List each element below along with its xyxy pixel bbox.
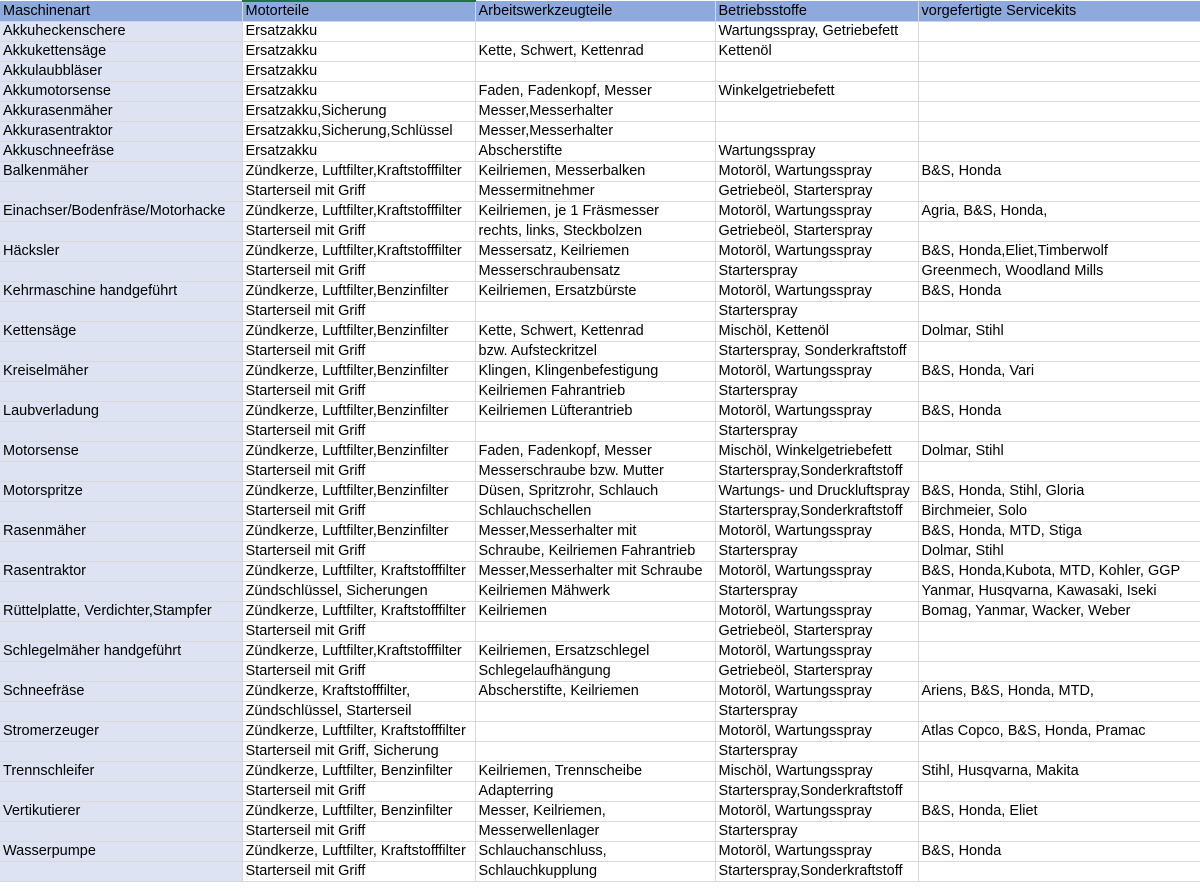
- header-cell-maschinenart[interactable]: Maschinenart: [0, 1, 242, 22]
- header-cell-servicekits[interactable]: vorgefertigte Servicekits: [918, 1, 1200, 22]
- cell-motorteile[interactable]: Zündkerze, Luftfilter,Benzinfilter: [242, 282, 475, 302]
- cell-maschinenart[interactable]: Akkulaubbläser: [0, 62, 242, 82]
- cell-arbeitswerkzeugteile[interactable]: Schraube, Keilriemen Fahrantrieb: [475, 542, 715, 562]
- cell-arbeitswerkzeugteile[interactable]: rechts, links, Steckbolzen: [475, 222, 715, 242]
- table-row: [0, 282, 1200, 302]
- table-row: [0, 342, 1200, 362]
- cell-servicekits[interactable]: Birchmeier, Solo: [918, 502, 1200, 522]
- cell-servicekits[interactable]: [918, 142, 1200, 162]
- cell-maschinenart[interactable]: Akkurasentraktor: [0, 122, 242, 142]
- cell-maschinenart[interactable]: Akkuheckenschere: [0, 22, 242, 42]
- table-row: [0, 222, 1200, 242]
- cell-arbeitswerkzeugteile[interactable]: [475, 722, 715, 742]
- cell-arbeitswerkzeugteile[interactable]: Kette, Schwert, Kettenrad: [475, 42, 715, 62]
- cell-maschinenart[interactable]: [0, 182, 242, 202]
- cell-motorteile[interactable]: Ersatzakku: [242, 42, 475, 62]
- cell-maschinenart[interactable]: [0, 382, 242, 402]
- cell-servicekits[interactable]: [918, 662, 1200, 682]
- cell-arbeitswerkzeugteile[interactable]: Keilriemen: [475, 602, 715, 622]
- cell-servicekits[interactable]: [918, 302, 1200, 322]
- cell-motorteile[interactable]: Zündkerze, Kraftstofffilter,: [242, 682, 475, 702]
- cell-maschinenart[interactable]: [0, 222, 242, 242]
- header-cell-motorteile[interactable]: Motorteile: [242, 1, 475, 22]
- cell-maschinenart[interactable]: Stromerzeuger: [0, 722, 242, 742]
- cell-arbeitswerkzeugteile[interactable]: Messersatz, Keilriemen: [475, 242, 715, 262]
- cell-arbeitswerkzeugteile[interactable]: [475, 302, 715, 322]
- cell-betriebsstoffe[interactable]: Starterspray: [715, 302, 918, 322]
- cell-betriebsstoffe[interactable]: Starterspray: [715, 702, 918, 722]
- cell-motorteile[interactable]: Zündkerze, Luftfilter,Kraftstofffilter: [242, 642, 475, 662]
- cell-arbeitswerkzeugteile[interactable]: Keilriemen Mähwerk: [475, 582, 715, 602]
- cell-betriebsstoffe[interactable]: Motoröl, Wartungsspray: [715, 722, 918, 742]
- header-row: [0, 1, 1200, 22]
- table-row: [0, 782, 1200, 802]
- cell-arbeitswerkzeugteile[interactable]: Abscherstifte: [475, 142, 715, 162]
- cell-betriebsstoffe[interactable]: Starterspray: [715, 382, 918, 402]
- cell-servicekits[interactable]: B&S, Honda, Eliet: [918, 802, 1200, 822]
- cell-motorteile[interactable]: Ersatzakku: [242, 142, 475, 162]
- cell-arbeitswerkzeugteile[interactable]: Keilriemen, Messerbalken: [475, 162, 715, 182]
- cell-maschinenart[interactable]: [0, 782, 242, 802]
- table-row: [0, 482, 1200, 502]
- table-row: [0, 202, 1200, 222]
- cell-arbeitswerkzeugteile[interactable]: [475, 742, 715, 762]
- cell-servicekits[interactable]: B&S, Honda,Eliet,Timberwolf: [918, 242, 1200, 262]
- cell-betriebsstoffe[interactable]: Starterspray,Sonderkraftstoff: [715, 782, 918, 802]
- cell-servicekits[interactable]: Bomag, Yanmar, Wacker, Weber: [918, 602, 1200, 622]
- cell-betriebsstoffe[interactable]: Motoröl, Wartungsspray: [715, 202, 918, 222]
- cell-betriebsstoffe[interactable]: [715, 62, 918, 82]
- cell-arbeitswerkzeugteile[interactable]: Adapterring: [475, 782, 715, 802]
- table-row: [0, 662, 1200, 682]
- cell-servicekits[interactable]: [918, 822, 1200, 842]
- table-row: [0, 842, 1200, 862]
- table-row: [0, 322, 1200, 342]
- cell-motorteile[interactable]: Starterseil mit Griff: [242, 622, 475, 642]
- cell-motorteile[interactable]: Starterseil mit Griff: [242, 542, 475, 562]
- cell-motorteile[interactable]: Starterseil mit Griff: [242, 862, 475, 882]
- cell-servicekits[interactable]: [918, 622, 1200, 642]
- cell-arbeitswerkzeugteile[interactable]: Schlegelaufhängung: [475, 662, 715, 682]
- cell-motorteile[interactable]: Zündkerze, Luftfilter, Benzinfilter: [242, 762, 475, 782]
- cell-arbeitswerkzeugteile[interactable]: Messer,Messerhalter mit: [475, 522, 715, 542]
- cell-maschinenart[interactable]: Häcksler: [0, 242, 242, 262]
- cell-servicekits[interactable]: Atlas Copco, B&S, Honda, Pramac: [918, 722, 1200, 742]
- cell-servicekits[interactable]: [918, 782, 1200, 802]
- cell-maschinenart[interactable]: [0, 582, 242, 602]
- cell-motorteile[interactable]: Starterseil mit Griff: [242, 382, 475, 402]
- cell-betriebsstoffe[interactable]: Motoröl, Wartungsspray: [715, 682, 918, 702]
- cell-betriebsstoffe[interactable]: Starterspray,Sonderkraftstoff: [715, 502, 918, 522]
- cell-betriebsstoffe[interactable]: Starterspray: [715, 422, 918, 442]
- cell-servicekits[interactable]: [918, 22, 1200, 42]
- table-row: [0, 402, 1200, 422]
- table-row: [0, 162, 1200, 182]
- cell-arbeitswerkzeugteile[interactable]: Faden, Fadenkopf, Messer: [475, 442, 715, 462]
- cell-maschinenart[interactable]: Rasenmäher: [0, 522, 242, 542]
- cell-arbeitswerkzeugteile[interactable]: [475, 422, 715, 442]
- table-row: [0, 62, 1200, 82]
- cell-betriebsstoffe[interactable]: Starterspray,Sonderkraftstoff: [715, 862, 918, 882]
- cell-servicekits[interactable]: B&S, Honda, Stihl, Gloria: [918, 482, 1200, 502]
- cell-motorteile[interactable]: Zündkerze, Luftfilter, Kraftstofffilter: [242, 562, 475, 582]
- cell-motorteile[interactable]: Zündkerze, Luftfilter,Kraftstofffilter: [242, 202, 475, 222]
- cell-betriebsstoffe[interactable]: [715, 102, 918, 122]
- cell-servicekits[interactable]: Dolmar, Stihl: [918, 542, 1200, 562]
- cell-motorteile[interactable]: Zündkerze, Luftfilter, Kraftstofffilter: [242, 842, 475, 862]
- cell-maschinenart[interactable]: [0, 862, 242, 882]
- cell-servicekits[interactable]: Ariens, B&S, Honda, MTD,: [918, 682, 1200, 702]
- cell-motorteile[interactable]: Ersatzakku,Sicherung: [242, 102, 475, 122]
- cell-maschinenart[interactable]: [0, 702, 242, 722]
- cell-arbeitswerkzeugteile[interactable]: Keilriemen, Ersatzbürste: [475, 282, 715, 302]
- cell-maschinenart[interactable]: [0, 262, 242, 282]
- cell-arbeitswerkzeugteile[interactable]: Messer,Messerhalter: [475, 122, 715, 142]
- cell-betriebsstoffe[interactable]: Motoröl, Wartungsspray: [715, 282, 918, 302]
- cell-betriebsstoffe[interactable]: Motoröl, Wartungsspray: [715, 802, 918, 822]
- table-row: [0, 102, 1200, 122]
- cell-servicekits[interactable]: B&S, Honda: [918, 842, 1200, 862]
- cell-betriebsstoffe[interactable]: Wartungsspray, Getriebefett: [715, 22, 918, 42]
- cell-betriebsstoffe[interactable]: Motoröl, Wartungsspray: [715, 842, 918, 862]
- cell-servicekits[interactable]: Yanmar, Husqvarna, Kawasaki, Iseki: [918, 582, 1200, 602]
- cell-betriebsstoffe[interactable]: Motoröl, Wartungsspray: [715, 562, 918, 582]
- table-row: [0, 122, 1200, 142]
- cell-maschinenart[interactable]: Kreiselmäher: [0, 362, 242, 382]
- cell-maschinenart[interactable]: [0, 302, 242, 322]
- cell-betriebsstoffe[interactable]: Motoröl, Wartungsspray: [715, 522, 918, 542]
- cell-maschinenart[interactable]: [0, 502, 242, 522]
- cell-servicekits[interactable]: [918, 862, 1200, 882]
- cell-motorteile[interactable]: Zündkerze, Luftfilter,Benzinfilter: [242, 362, 475, 382]
- cell-betriebsstoffe[interactable]: Mischöl, Wartungsspray: [715, 762, 918, 782]
- cell-servicekits[interactable]: B&S, Honda: [918, 402, 1200, 422]
- cell-arbeitswerkzeugteile[interactable]: Keilriemen Lüfterantrieb: [475, 402, 715, 422]
- cell-maschinenart[interactable]: Wasserpumpe: [0, 842, 242, 862]
- cell-maschinenart[interactable]: Akkurasenmäher: [0, 102, 242, 122]
- cell-motorteile[interactable]: Starterseil mit Griff: [242, 262, 475, 282]
- cell-maschinenart[interactable]: [0, 462, 242, 482]
- cell-maschinenart[interactable]: Einachser/Bodenfräse/Motorhacke: [0, 202, 242, 222]
- cell-motorteile[interactable]: Ersatzakku: [242, 82, 475, 102]
- cell-betriebsstoffe[interactable]: Kettenöl: [715, 42, 918, 62]
- table-row: [0, 762, 1200, 782]
- table-row: [0, 142, 1200, 162]
- cell-servicekits[interactable]: B&S, Honda: [918, 162, 1200, 182]
- cell-arbeitswerkzeugteile[interactable]: Messerschraubensatz: [475, 262, 715, 282]
- cell-betriebsstoffe[interactable]: Starterspray: [715, 822, 918, 842]
- cell-motorteile[interactable]: Zündkerze, Luftfilter,Benzinfilter: [242, 442, 475, 462]
- cell-arbeitswerkzeugteile[interactable]: Messermitnehmer: [475, 182, 715, 202]
- cell-maschinenart[interactable]: [0, 542, 242, 562]
- cell-servicekits[interactable]: Stihl, Husqvarna, Makita: [918, 762, 1200, 782]
- cell-motorteile[interactable]: Ersatzakku: [242, 62, 475, 82]
- table-row: [0, 602, 1200, 622]
- cell-arbeitswerkzeugteile[interactable]: Messer,Messerhalter mit Schraube: [475, 562, 715, 582]
- cell-servicekits[interactable]: [918, 382, 1200, 402]
- cell-arbeitswerkzeugteile[interactable]: bzw. Aufsteckritzel: [475, 342, 715, 362]
- cell-motorteile[interactable]: Ersatzakku,Sicherung,Schlüssel: [242, 122, 475, 142]
- table-row: [0, 382, 1200, 402]
- table-row: [0, 742, 1200, 762]
- table-row: [0, 562, 1200, 582]
- cell-arbeitswerkzeugteile[interactable]: Messer, Keilriemen,: [475, 802, 715, 822]
- cell-servicekits[interactable]: [918, 82, 1200, 102]
- cell-motorteile[interactable]: Starterseil mit Griff: [242, 342, 475, 362]
- cell-betriebsstoffe[interactable]: Getriebeöl, Starterspray: [715, 182, 918, 202]
- cell-maschinenart[interactable]: Laubverladung: [0, 402, 242, 422]
- cell-betriebsstoffe[interactable]: Starterspray: [715, 742, 918, 762]
- cell-maschinenart[interactable]: Kehrmaschine handgeführt: [0, 282, 242, 302]
- cell-servicekits[interactable]: Greenmech, Woodland Mills: [918, 262, 1200, 282]
- table-row: [0, 82, 1200, 102]
- cell-betriebsstoffe[interactable]: [715, 122, 918, 142]
- cell-servicekits[interactable]: [918, 182, 1200, 202]
- cell-maschinenart[interactable]: [0, 622, 242, 642]
- cell-motorteile[interactable]: Zündkerze, Luftfilter,Kraftstofffilter: [242, 162, 475, 182]
- cell-betriebsstoffe[interactable]: Starterspray: [715, 262, 918, 282]
- cell-maschinenart[interactable]: Motorsense: [0, 442, 242, 462]
- cell-motorteile[interactable]: Zündschlüssel, Sicherungen: [242, 582, 475, 602]
- cell-servicekits[interactable]: Dolmar, Stihl: [918, 442, 1200, 462]
- cell-servicekits[interactable]: B&S, Honda: [918, 282, 1200, 302]
- cell-betriebsstoffe[interactable]: Starterspray: [715, 542, 918, 562]
- cell-betriebsstoffe[interactable]: Getriebeöl, Starterspray: [715, 622, 918, 642]
- cell-motorteile[interactable]: Starterseil mit Griff: [242, 422, 475, 442]
- cell-motorteile[interactable]: Starterseil mit Griff: [242, 182, 475, 202]
- cell-servicekits[interactable]: [918, 102, 1200, 122]
- cell-servicekits[interactable]: [918, 702, 1200, 722]
- table-row: [0, 702, 1200, 722]
- cell-motorteile[interactable]: Zündschlüssel, Starterseil: [242, 702, 475, 722]
- cell-betriebsstoffe[interactable]: Wartungs- und Druckluftspray: [715, 482, 918, 502]
- cell-motorteile[interactable]: Zündkerze, Luftfilter,Benzinfilter: [242, 482, 475, 502]
- cell-arbeitswerkzeugteile[interactable]: Schlauchkupplung: [475, 862, 715, 882]
- cell-maschinenart[interactable]: Schlegelmäher handgeführt: [0, 642, 242, 662]
- cell-maschinenart[interactable]: Vertikutierer: [0, 802, 242, 822]
- table-row: [0, 42, 1200, 62]
- cell-arbeitswerkzeugteile[interactable]: [475, 62, 715, 82]
- cell-betriebsstoffe[interactable]: Getriebeöl, Starterspray: [715, 662, 918, 682]
- cell-motorteile[interactable]: Starterseil mit Griff: [242, 302, 475, 322]
- cell-servicekits[interactable]: [918, 422, 1200, 442]
- cell-motorteile[interactable]: Zündkerze, Luftfilter,Kraftstofffilter: [242, 242, 475, 262]
- cell-arbeitswerkzeugteile[interactable]: Keilriemen, je 1 Fräsmesser: [475, 202, 715, 222]
- table-row: [0, 522, 1200, 542]
- cell-arbeitswerkzeugteile[interactable]: [475, 702, 715, 722]
- cell-betriebsstoffe[interactable]: Starterspray, Sonderkraftstoff: [715, 342, 918, 362]
- cell-betriebsstoffe[interactable]: Motoröl, Wartungsspray: [715, 242, 918, 262]
- header-cell-arbeitswerkzeugteile[interactable]: Arbeitswerkzeugteile: [475, 1, 715, 22]
- cell-arbeitswerkzeugteile[interactable]: Messerschraube bzw. Mutter: [475, 462, 715, 482]
- table-row: [0, 722, 1200, 742]
- table-row: [0, 242, 1200, 262]
- table-row: [0, 802, 1200, 822]
- cell-arbeitswerkzeugteile[interactable]: Messer,Messerhalter: [475, 102, 715, 122]
- cell-betriebsstoffe[interactable]: Motoröl, Wartungsspray: [715, 642, 918, 662]
- cell-maschinenart[interactable]: Motorspritze: [0, 482, 242, 502]
- cell-servicekits[interactable]: [918, 62, 1200, 82]
- cell-betriebsstoffe[interactable]: Wartungsspray: [715, 142, 918, 162]
- cell-betriebsstoffe[interactable]: Winkelgetriebefett: [715, 82, 918, 102]
- cell-maschinenart[interactable]: Schneefräse: [0, 682, 242, 702]
- table-row: [0, 302, 1200, 322]
- table-row: [0, 422, 1200, 442]
- cell-motorteile[interactable]: Zündkerze, Luftfilter, Kraftstofffilter: [242, 602, 475, 622]
- table-row: [0, 502, 1200, 522]
- cell-motorteile[interactable]: Zündkerze, Luftfilter, Kraftstofffilter: [242, 722, 475, 742]
- cell-maschinenart[interactable]: Balkenmäher: [0, 162, 242, 182]
- cell-motorteile[interactable]: Starterseil mit Griff: [242, 782, 475, 802]
- cell-servicekits[interactable]: B&S, Honda, Vari: [918, 362, 1200, 382]
- table-row: [0, 582, 1200, 602]
- table-row: [0, 542, 1200, 562]
- cell-motorteile[interactable]: Ersatzakku: [242, 22, 475, 42]
- cell-maschinenart[interactable]: Trennschleifer: [0, 762, 242, 782]
- cell-arbeitswerkzeugteile[interactable]: Klingen, Klingenbefestigung: [475, 362, 715, 382]
- cell-servicekits[interactable]: B&S, Honda,Kubota, MTD, Kohler, GGP: [918, 562, 1200, 582]
- cell-servicekits[interactable]: [918, 642, 1200, 662]
- cell-maschinenart[interactable]: [0, 342, 242, 362]
- header-cell-betriebsstoffe[interactable]: Betriebsstoffe: [715, 1, 918, 22]
- table-row: [0, 182, 1200, 202]
- cell-motorteile[interactable]: Starterseil mit Griff: [242, 462, 475, 482]
- cell-servicekits[interactable]: [918, 42, 1200, 62]
- cell-motorteile[interactable]: Zündkerze, Luftfilter,Benzinfilter: [242, 322, 475, 342]
- table-row: [0, 462, 1200, 482]
- cell-arbeitswerkzeugteile[interactable]: Abscherstifte, Keilriemen: [475, 682, 715, 702]
- table-row: [0, 862, 1200, 882]
- cell-arbeitswerkzeugteile[interactable]: Keilriemen, Ersatzschlegel: [475, 642, 715, 662]
- cell-betriebsstoffe[interactable]: Motoröl, Wartungsspray: [715, 362, 918, 382]
- cell-servicekits[interactable]: [918, 222, 1200, 242]
- cell-arbeitswerkzeugteile[interactable]: Keilriemen, Trennscheibe: [475, 762, 715, 782]
- cell-maschinenart[interactable]: Rüttelplatte, Verdichter,Stampfer: [0, 602, 242, 622]
- cell-servicekits[interactable]: [918, 462, 1200, 482]
- cell-betriebsstoffe[interactable]: Motoröl, Wartungsspray: [715, 402, 918, 422]
- cell-motorteile[interactable]: Starterseil mit Griff: [242, 222, 475, 242]
- cell-arbeitswerkzeugteile[interactable]: [475, 22, 715, 42]
- table-row: [0, 822, 1200, 842]
- cell-arbeitswerkzeugteile[interactable]: Messerwellenlager: [475, 822, 715, 842]
- cell-betriebsstoffe[interactable]: Getriebeöl, Starterspray: [715, 222, 918, 242]
- cell-motorteile[interactable]: Starterseil mit Griff: [242, 822, 475, 842]
- cell-arbeitswerkzeugteile[interactable]: Faden, Fadenkopf, Messer: [475, 82, 715, 102]
- cell-servicekits[interactable]: B&S, Honda, MTD, Stiga: [918, 522, 1200, 542]
- cell-arbeitswerkzeugteile[interactable]: Schlauchanschluss,: [475, 842, 715, 862]
- cell-motorteile[interactable]: Zündkerze, Luftfilter, Benzinfilter: [242, 802, 475, 822]
- cell-betriebsstoffe[interactable]: Starterspray,Sonderkraftstoff: [715, 462, 918, 482]
- cell-arbeitswerkzeugteile[interactable]: [475, 622, 715, 642]
- cell-maschinenart[interactable]: [0, 422, 242, 442]
- table-row: [0, 22, 1200, 42]
- cell-arbeitswerkzeugteile[interactable]: Düsen, Spritzrohr, Schlauch: [475, 482, 715, 502]
- cell-maschinenart[interactable]: Akkumotorsense: [0, 82, 242, 102]
- cell-servicekits[interactable]: [918, 742, 1200, 762]
- cell-betriebsstoffe[interactable]: Starterspray: [715, 582, 918, 602]
- cell-betriebsstoffe[interactable]: Mischöl, Winkelgetriebefett: [715, 442, 918, 462]
- cell-motorteile[interactable]: Starterseil mit Griff: [242, 502, 475, 522]
- cell-arbeitswerkzeugteile[interactable]: Schlauchschellen: [475, 502, 715, 522]
- cell-maschinenart[interactable]: Kettensäge: [0, 322, 242, 342]
- cell-servicekits[interactable]: Dolmar, Stihl: [918, 322, 1200, 342]
- cell-motorteile[interactable]: Starterseil mit Griff, Sicherung: [242, 742, 475, 762]
- cell-motorteile[interactable]: Starterseil mit Griff: [242, 662, 475, 682]
- cell-motorteile[interactable]: Zündkerze, Luftfilter,Benzinfilter: [242, 402, 475, 422]
- cell-betriebsstoffe[interactable]: Motoröl, Wartungsspray: [715, 162, 918, 182]
- cell-maschinenart[interactable]: [0, 822, 242, 842]
- cell-maschinenart[interactable]: Rasentraktor: [0, 562, 242, 582]
- cell-servicekits[interactable]: [918, 342, 1200, 362]
- cell-servicekits[interactable]: [918, 122, 1200, 142]
- cell-betriebsstoffe[interactable]: Mischöl, Kettenöl: [715, 322, 918, 342]
- cell-maschinenart[interactable]: Akkukettensäge: [0, 42, 242, 62]
- cell-maschinenart[interactable]: [0, 662, 242, 682]
- cell-maschinenart[interactable]: [0, 742, 242, 762]
- cell-maschinenart[interactable]: Akkuschneefräse: [0, 142, 242, 162]
- cell-arbeitswerkzeugteile[interactable]: Keilriemen Fahrantrieb: [475, 382, 715, 402]
- table-row: [0, 622, 1200, 642]
- cell-betriebsstoffe[interactable]: Motoröl, Wartungsspray: [715, 602, 918, 622]
- cell-arbeitswerkzeugteile[interactable]: Kette, Schwert, Kettenrad: [475, 322, 715, 342]
- table-row: [0, 682, 1200, 702]
- table-row: [0, 362, 1200, 382]
- table-row: [0, 442, 1200, 462]
- cell-servicekits[interactable]: Agria, B&S, Honda,: [918, 202, 1200, 222]
- table-row: [0, 262, 1200, 282]
- table-row: [0, 642, 1200, 662]
- cell-motorteile[interactable]: Zündkerze, Luftfilter,Benzinfilter: [242, 522, 475, 542]
